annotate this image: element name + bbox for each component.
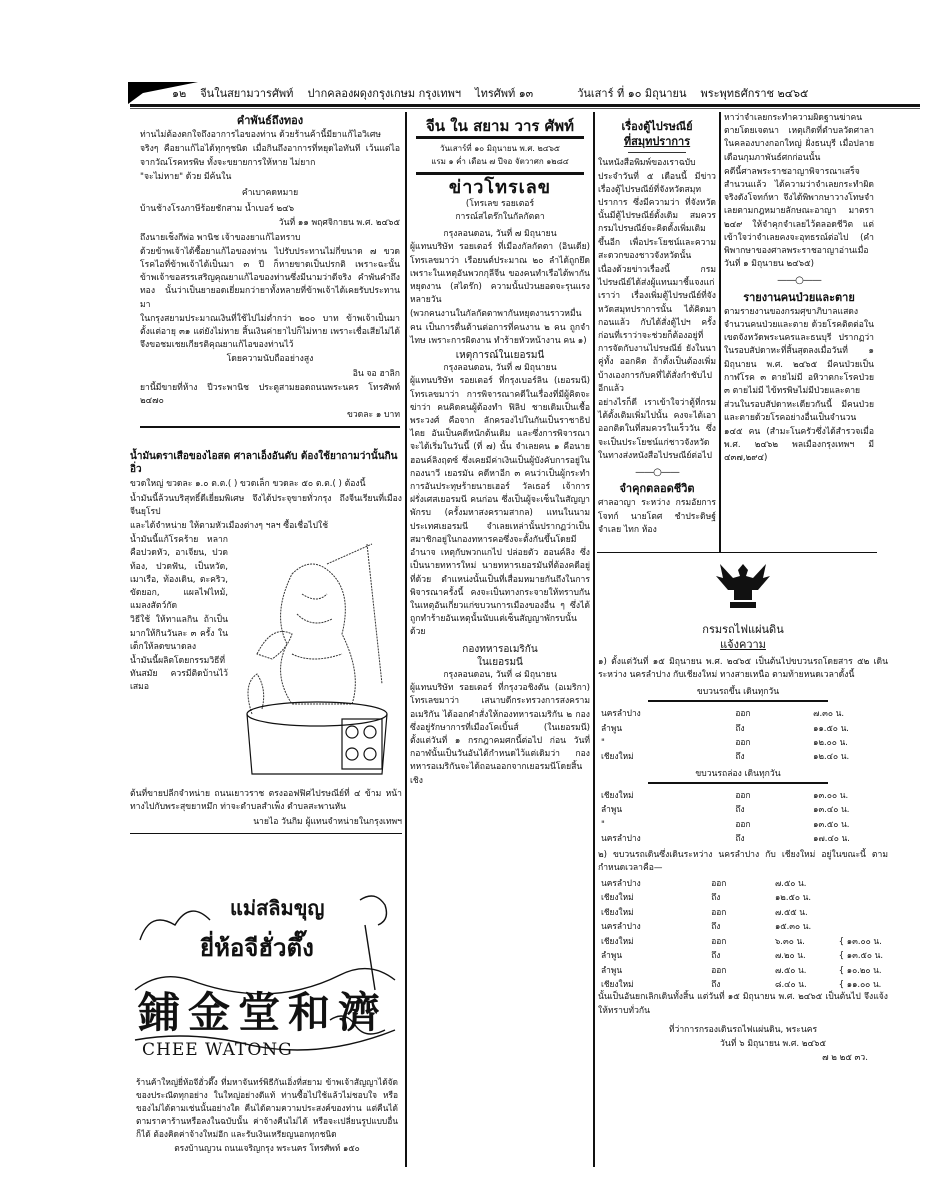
paragraph: เนื่องด้วยข่าวเรื่องนี้ กรมไปรษณีย์ได้ส่งผู้แทนมาชี้แจงแก่เราว่า เรื่องเพิ่มตู้ไปรษณีย์ที่จังหวัดสมุทปราการนั้น ได้คิดมากอนแล้ว กับได้สั่งตู้ไปฯ ครั้งก่อนที่เราว่าจะช่วยก็ต้องอยู่ที่การจัดกับงานไปรษณีย์ ยังในนาคู่ทั้ง ออกคิด ถ้าตั้งเป็นต้องเพิ่มบ้างเองการกับคที่ได้สั่งกำชับไปอีกแล้ว [598, 265, 716, 394]
timetable-row [598, 788, 888, 802]
telegram-news-heading: ข่าวโทรเลข [448, 176, 552, 198]
time-cell: ๑๓.๔๐ น. [813, 804, 850, 815]
price-line: ขวดใหญ่ ขวดละ ๑.๐ ต.ต.( ) ขวดเล็ก ขวดละ ๕๐ ต.ต.( ) ต้องนี้ [130, 479, 366, 490]
address-date: วันที่ ๑๑ พฤศจิกายน พ.ศ. ๒๔๖๕ [278, 218, 400, 229]
paragraph: ศาลอาญา ระหว่าง กรมอัยการโจทก์ นายโตศ ชำประดิษฐ์ จำเลย ไทก ห้อง [598, 498, 716, 535]
ad-body: ร้านค้าใหญ่ยี่ห้อจีฮั่วตึ๊ง ที่มหาจันทร์พิธีกันเอิ่งที่สยาม ข้าพเจ้าสัญญาได้จัดของประณีตทุกอย่าง ในใหญ่อย่างดีแท้ ท่านซื้อไปใช้แล้วไม่ชอบใจ หรือของไม่ได้ตามเช่นนั้นอย่างใด คืนได้ตามความประสงค์ของท่าน แต่คืนได้ตามราคาร้านหรือลงในฉบับนั้น ค่าจ้างคืนไม่ได้ หรือจะเปลี่ยนรูปแบบอื่นก็ได้ ต้องคิดค่าจ้างใหม่อีก และรับเงินเหรียญนอกทุกชนิด [136, 1077, 398, 1139]
station-cell: ลำพูน [601, 950, 623, 961]
station-cell: เชียงใหม่ [601, 790, 634, 801]
section-divider [597, 552, 877, 553]
timetable-row [598, 749, 888, 763]
column-2-telegram-news [410, 112, 590, 789]
station-cell: เชียงใหม่ [601, 751, 634, 762]
salutation: ถึงนายเช็งกีพ่อ พานิช เจ้าของยาแก้ไอทราบ [140, 232, 301, 243]
station-cell: นครลำปาง [601, 833, 641, 844]
story-subtitle: ที่สมุทปราการ [623, 135, 691, 149]
action-cell: ถึง [735, 804, 745, 815]
station-cell: เชียงใหม่ [601, 906, 634, 917]
note-cell: { ๑๓.๐๐ น. [838, 935, 882, 946]
timetable-row [598, 721, 888, 735]
dateline: กรุงลอนดอน, วันที่ ๗ มิถุนายน [443, 363, 557, 374]
station-cell: " [601, 737, 605, 748]
station-cell: ลำพูน [601, 964, 623, 975]
time-cell: ๘.๔๐ น. [774, 978, 807, 989]
action-cell: ถึง [735, 751, 745, 762]
office-date: วันที่ ๖ มิถุนายน พ.ศ. ๒๔๖๕ [720, 1038, 826, 1049]
note-cell: { ๑๓.๕๐ น. [838, 950, 883, 961]
note-cell [836, 905, 888, 919]
action-cell: ออก [711, 878, 727, 889]
paragraph: ท่านไม่ต้องตกใจถึงอาการไอของท่าน ด้วยร้านค้านี้มียาแก้ไอวิเศษ [140, 130, 381, 141]
paragraph: หาว่าจำเลยกระทำความผิดฐานฆ่าคนตายโดยเจตนา เหตุเกิดที่ตำบลวัดศาลา ในคลองบางกอกใหญ่ ฝั่งธนบุรี เมื่อปลายเดือนกุมภาพันธ์ศกก่อนนั้น [724, 113, 874, 163]
masthead-rule [130, 104, 920, 107]
issue-year: พระพุทธศักราช ๒๔๖๕ [700, 87, 809, 100]
section-divider [130, 833, 402, 834]
action-cell: ถึง [711, 892, 721, 903]
time-cell: ๗.๕๐ น. [774, 964, 807, 975]
note-cell: { ๑๑.๐๐ น. [838, 978, 882, 989]
ornament-divider: ——○—— [777, 275, 821, 287]
column-4-court-health [724, 112, 874, 466]
section-divider [140, 426, 400, 428]
time-cell: ๗.๕๕ น. [774, 906, 808, 917]
action-cell: ถึง [711, 950, 721, 961]
column-divider [405, 112, 407, 1167]
station-cell: เชียงใหม่ [601, 935, 634, 946]
station-cell: " [601, 818, 605, 829]
paragraph: ในหนังสือพิมพ์ของเราฉบับประจำวันที่ ๕ เดือนนี้ มีข่าวเรื่องตู้ไปรษณีย์ที่จังหวัดสมุทปราการ ซึ่งมีความว่า ที่จังหวัดนั้นมีตู้ไปรษณีย์ตั้งเดิม สมควรกรมไปรษณีย์จะคิดตั้งเพิ่มเติมขึ้นอีก เพื่อประโยชน์และความสะดวกของชาวจังหวัดนั้น [598, 158, 716, 261]
advert-heading: คำพันธ์ถึงทอง [236, 114, 304, 127]
station-cell: เชียงใหม่ [601, 892, 634, 903]
timetable-row [598, 890, 888, 904]
time-cell: ๖.๓๐ น. [774, 935, 805, 946]
time-cell: ๑๒.๔๐ น. [813, 751, 850, 762]
column-divider [593, 112, 595, 1167]
publisher: ปากคลองผดุงกรุงเกษม กรุงเทพฯ [307, 87, 462, 100]
station-cell: ลำพูน [601, 804, 623, 815]
column-3-local-news [598, 112, 716, 538]
paragraph: น้ำมันนี้ผลิตโดยกรรมวิธีที่ทันสมัย ควรมีติดบ้านไว้เสมอ [130, 656, 228, 693]
column-1-oil-advert [130, 448, 402, 838]
ad-address: ตรงบ้านญวน ถนนเจริญกรุง พระนคร โทรศัพท์ ๑๕๐ [174, 1143, 360, 1153]
action-cell: ถึง [735, 722, 745, 733]
signature-line: โดยความนับถืออย่างสูง [226, 354, 314, 365]
department-title: กรมรถไฟแผ่นดิน [702, 623, 784, 637]
timetable-down [598, 788, 888, 846]
time-cell: ๑๓.๐๐ น. [813, 790, 849, 801]
time-cell: ๑๓.๕๐ น. [813, 818, 850, 829]
timetable-row [598, 802, 888, 816]
chee-watong-advert [130, 880, 402, 1180]
column-1-advert-letter [140, 112, 400, 432]
masthead [150, 84, 920, 102]
paragraph: น้ำมันนี้ล้วนบริสุทธิ์ดีเยี่ยมพิเศษ จึงได้ประจุขายทั่วกรุง ถึงจีนเรียนที่เมืองจีนยุโรป [130, 493, 402, 517]
office-name: ที่ว่าการกรองเดินรถไฟแผ่นดิน, พระนคร [668, 1024, 818, 1035]
price-tag: ขวดละ ๑ บาท [346, 410, 400, 421]
timetable-row [598, 706, 888, 720]
action-cell: ออก [735, 818, 751, 829]
time-cell: ๗.๓๐ น. [813, 708, 845, 719]
station-cell: เชียงใหม่ [601, 978, 634, 989]
ad-thai-title: แม่สลิมขุญ [230, 896, 325, 920]
railway-notice [598, 556, 888, 1066]
action-cell: ออก [735, 737, 751, 748]
timetable-row [598, 831, 888, 845]
shop-line: ยานี้มีขายที่ห้าง ปีวระพานิช ประตูสามยอดถนนพระนคร โทรศัพท์ ๒๔๗๐ [140, 382, 400, 407]
tiger-illustration [232, 534, 402, 784]
date-line: วันเสาร์ที่ ๑๐ มิถุนายน พ.ศ. ๒๔๖๕ [440, 144, 560, 154]
time-cell: ๗.๒๐ น. [774, 950, 806, 961]
action-cell: ถึง [735, 833, 745, 844]
story-title: จำคุกตลอดชีวิต [619, 482, 695, 496]
story-title: เรื่องตู้ไปรษณีย์ [621, 120, 693, 133]
signature-name: อิน จอ ฮาลิก [352, 368, 400, 379]
advert-headline: น้ำมันตราเสือของไอสด ศาลาเอ็งอันดับ ต้องใช้ยาถามว่านั้นกินอิ่ว [130, 451, 398, 476]
paragraph: ส่วนในรอบสัปดาหะเดียวกันนี้ มีคนป่วยและตายด้วยโรคอย่างอื่นเป็นจำนวน ๑๔๕ คน (สำมะโนครัวซึ่งได้สำรวจเมื่อ พ.ศ. ๒๔๖๒ พลเมืองกรุงเทพฯ มี ๔๓๗,๒๙๔) [724, 400, 874, 464]
timetable-row [598, 934, 888, 948]
timetable-heading: ขบวนรถขึ้น เดินทุกวัน [648, 686, 828, 702]
action-cell: ออก [735, 790, 751, 801]
paragraph: ตามรายงานของกรมศุขาภิบาลแสดงจำนวนคนป่วยและตาย ด้วยโรคติดต่อในเขตจังหวัดพระนครและธนบุรี ปรากฏว่า ในรอบสัปดาหะที่สิ้นสุดลงเมื่อวันที่ ๑ มิถุนายน พ.ศ. ๒๔๖๕ มีคนป่วยเป็นกาฬโรค ๓ ตายไม่มี อหิวาตกะโรคป่วย ๓ ตายไม่มี ไข้ทรพิษไม่มีป่วยและตาย [724, 306, 874, 397]
issue-date: วันเสาร์ ที่ ๑๐ มิถุนายน [577, 87, 687, 100]
time-cell: ๑๕.๓๐ น. [774, 921, 812, 932]
notice-paragraph: ๒) ขบวนรถเดินซึ่งเดินระหว่าง นครลำปาง กับ เชียงใหม่ อยู่ในขณะนี้ ตามกำหนดเวลาคือ— [598, 849, 888, 873]
action-cell: ออก [711, 964, 727, 975]
note-cell [836, 919, 888, 933]
story-title: กองทหารอเมริกัน [462, 643, 538, 655]
rule [628, 152, 686, 153]
timetable-up [598, 706, 888, 764]
time-cell: ๑๒.๕๐ น. [774, 892, 811, 903]
paragraph: และได้จำหน่าย ให้ตามหัวเมืองต่างๆ ฯลฯ ซื้อเชื่อไปใช้ [130, 521, 329, 532]
column-divider [719, 112, 721, 552]
action-cell: ออก [735, 708, 751, 719]
ornament-divider: ——○—— [635, 467, 679, 479]
news-story: ผู้แทนบริษัท รอยเตอร์ ที่กรุงวอชิงตัน (อเมริกา) โทรเลขมาว่า เสนาบดีกระทรวงการสงครามอเมริกัน ได้ออกคำสั่งให้กองทหารอเมริกัน ๒ กองซึ่งอยู่รักษาการที่เมืองโคเบิ้นส์ (ในเยอรมนี) ตั้งแต่วันที่ ๑ กรกฎาคมศกนี้ต่อไป ก่อน วันที่กอาฬนั้นเป็นวันอันได้กำหนดไว้แต่เดิมว่า กองทหารอเมริกันจะได้ถอนออกจากเยอรมนีโดยสิ้นเชิง [410, 683, 590, 786]
dateline: กรุงลอนดอน, วันที่ ๘ มิถุนายน [443, 669, 557, 680]
paper-name: จีนในสยามวารศัพท์ [200, 87, 294, 100]
news-story: ผู้แทนบริษัท รอยเตอร์ ที่กรุงเบอร์ลิน (เยอรมนี) โทรเลขมาว่า การพิจารณาคดีในเรื่องที่มีผู้คิดจะฆ่าว่า คนคิดคนผู้ต้องทำ ฟิลิป ชายเดิมเป็นเชื้อพระวงศ์ คือจาก ลักครองไปในกันเป็นราชาธิปไตย อันเป็นคดีหนักต้นเดิม และซึ่งการพิจารณาจะได้เริ่มในวันนี้ (ที่ ๗) นั้น จำเลยคน ๑ คือนายฮอนค์ลิงฤตซ์ ซึ่งเคยมีค่าเงินเป็นผู้บังคับการอยู่ในกองนาวี เยอรมัน คดีหาอีก ๓ คนว่าเป็นผู้กระทำการอันประทุษร้ายนายเฮอร์ วัลเธอร์ เจ้าการฝรั่งเศสเยอรมนี คนก่อน ซึ่งเป็นผู้จะเซ็นในสัญญาพักรบ (ครั้งมหาสงครามสากล) แทนในนามประเทศเยอรมนี จำเลยเหล่านั้นปรากฏว่าเป็นสมาชิกอยู่ในกองทหารคอซึ่งจะตั้งกันขึ้นโดยมีอำนาจ เหตุกับพวกแกไป ปล่อยตัว ฮอนค์ลิง ซึ่งเป็นนายทหารใหม่ นายทหารเยอรมันที่ต้องคดีอยู่ที่ด้วย ตำแหน่งนั้นเป็นที่เสื่อมหมายกันถึงในการพิจารณาครั้งนี้ คงจะเป็นทางกระจายให้ทราบกันในเหตุอันเกี่ยวแก่ขบวนการเมืองของอื่น ๆ ซึ่งได้ถูกทำร้ายอันเหตุนั้นนับแต่เซ็นสัญญาพักรบนั้นด้วย [410, 376, 590, 638]
timetable-row [598, 948, 888, 962]
story-title: การณ์สไตร๊กในกัลกัตตา [455, 212, 545, 223]
action-cell: ถึง [711, 921, 721, 932]
story-subtitle: ในเยอรมนี [477, 656, 523, 668]
masthead-rule-thin [130, 108, 920, 109]
station-cell: ลำพูน [601, 722, 623, 733]
dateline: กรุงลอนดอน, วันที่ ๗ มิถุนายน [443, 229, 557, 240]
issue-number: ๑๒ [172, 87, 187, 100]
note-cell: { ๑๐.๒๐ น. [838, 964, 882, 975]
time-cell: ๗.๕๐ น. [774, 878, 807, 889]
timetable-current [598, 876, 888, 991]
title-rule [416, 136, 584, 139]
timetable-row [598, 817, 888, 831]
lunar-date-line: แรม ๑ ค่ำ เดือน ๗ ปีจอ จัตวาศก ๑๒๘๔ [431, 157, 569, 167]
time-cell: ๑๒.๐๐ น. [813, 737, 848, 748]
time-cell: ๑๗.๔๐ น. [813, 833, 850, 844]
station-cell: นครลำปาง [601, 878, 641, 889]
news-story: (พวกคนงานในกัลกัตตาพากันหยุดงานราวหมื่นคน เป็นการตื่นต้านต่อการที่คนงาน ๒ คน ถูกจำไทษ เพราะการผิดงาน ทำร้ายหัวหน้างาน คน ๑) [410, 309, 590, 346]
letter-subheading: คำเบาคดหมาย [241, 188, 299, 199]
uses-list: น้ำมันนี้แก้โรคร้าย หลาก คือปวดหัว, อาเจียน, ปวดท้อง, ปวดฟัน, เป็นหวัด, เมาเรือ, ท้องเดิน, ตะคริว, ขัดยอก, แผลไฟไหม้, แมลงสัตว์กัด [130, 535, 228, 612]
agent-line: นายไอ วันกิม ผู้แทนจำหน่ายในกรุงเทพฯ [253, 816, 402, 827]
source-line: (โทรเลข รอยเตอร์ [465, 198, 535, 209]
news-story: ผู้แทนบริษัท รอยเตอร์ ที่เมืองกัลกัตตา (อินเดีย) โทรเลขมาว่า เรือยนต์ประมาณ ๒๐ ลำได้ถูกยึดเพราะในเหตุอันพวกกุลีจีน ของคนทำเรือได้พากันหยุดงาน (สไตร๊ก) ความนั้นป่วนยอดจะรุนแรงหลายวัน [410, 242, 590, 306]
timetable-row [598, 876, 888, 890]
time-cell: ๑๑.๕๐ น. [813, 722, 849, 733]
timetable-row [598, 905, 888, 919]
action-cell: ออก [711, 935, 727, 946]
reference-code: ๗ ๒ ๒๕ ๓ว. [822, 1053, 868, 1064]
ad-roman-name: CHEE WATONG [142, 1040, 293, 1060]
address-line: บ้านช้างโรงภาษีร้อยชักสาม น้ำเบอร์ ๒๔๖ [140, 204, 295, 215]
notice-paragraph: ๑) ตั้งแต่วันที่ ๑๕ มิถุนายน พ.ศ. ๒๔๖๕ เป็นต้นไปขบวนรถโดยสาร ๕๒ เดิน ระหว่าง นครลำปาง กับเชียงใหม่ ทางสายเหนือ ตามท้ายหนดเวลาดั้งนี้ [598, 656, 888, 680]
sale-line: ต้นที่ขายปลีกจำหน่าย ถนนเยาวราช ตรงออฟฟิศไปรษณีย์ที่ ๔ ข้าม หน้าทางไปกับพระสุขยาหมึก ท่าจะตำบลสำเพ็ง ตำบลสะพานหัน [130, 789, 402, 813]
story-title: รายงานคนป่วยและตาย [743, 290, 855, 304]
station-cell: นครลำปาง [601, 921, 641, 932]
garuda-emblem-icon [598, 556, 888, 621]
notice-closing: นั้นเป็นอันยกเลิกเดินทั้งสิ้น แต่วันที่ ๑๕ มิถุนายน พ.ศ. ๒๔๖๕ เป็นต้นไป จึงแจ้งให้ทราบทั่วกัน [598, 992, 888, 1016]
paragraph: คดีนี้ศาลพระราชอาญาพิจารณาเสร็จสำนวนแล้ว ได้ความว่าจำเลยกระทำผิดจริงดังโจทก์หา จึงได้พิพากษาวางโทษจำเลยตามกฎหมายลักษณะอาญา มาตรา ๒๔๙ ให้จำคุกจำเลยไว้ตลอดชีวิต แต่เข้าใจว่าจำเลยคงจะอุทธรณ์ต่อไป (คำพิพากษาของศาลพระราชอาญาอ่านเมื่อวันที่ ๑ มิถุนายน ๒๔๖๕) [724, 166, 874, 270]
note-cell [836, 876, 888, 890]
telephone: ไทรศัพท์ ๑๓ [475, 87, 534, 100]
paper-title: จีน ใน สยาม วาร ศัพท์ [426, 117, 574, 135]
timetable-row [598, 977, 888, 991]
timetable-heading: ขบวนรถล่อง เดินทุกวัน [648, 768, 828, 784]
directions: วิธีใช้ ให้ทาแลกิน ถ้าเป็นมากให้กินวันละ ๓ ครั้ง ในเด็กให้ลดขนาดลง [130, 615, 228, 652]
paragraph: "จะไม่หาย" ด้วย มีค้นใน [140, 171, 232, 182]
action-cell: ออก [711, 906, 727, 917]
note-cell [836, 890, 888, 904]
paragraph: ด้วยข้าพเจ้าได้ซื้อยาแก้ไอของท่าน ไปรับประทานไม่กี่ขนาด ๗ ขวด โรคไอที่ข้าพเจ้าได้เป็นมา ๓ ปี ก็หายขาดเป็นปรกติ เพราะฉะนั้นข้าพเจ้าขอสรรเสริญคุณยาแก้ไอของท่านซึ่งมีนามว่าดีจริง คำพันคำถึงทอง นั้นว่าเป็นยายอดเยี่ยมกว่ายาทั้งหลายที่ข้าพเจ้าได้เคยรับประทานมา [140, 246, 400, 310]
paragraph: ในกรุงสยามประมาณเงินที่ใช้ไปไม่ต่ำกว่า ๒๐๐ บาท ข้าพเจ้าเป็นมาตั้งแต่อายุ ๓๑ แต่ยังไม่หาย สิ้นเงินค่ายาไปก็ไม่หาย เพราะเชื่อเสียไม่ได้ จึงขอชมเชยเกียรติคุณยาแก้ไอของท่านไว้ [140, 313, 400, 351]
timetable-row [598, 963, 888, 977]
paragraph: จริงๆ คือยาแก้ไอได้ทุกๆชนิด เมื่อกินถึงอาการที่หยุดไอทันที เว้นแต่ไอจากวัณโรคทรพิษ ทั้งจะขยายการให้หาย ไม่ยาก [140, 144, 400, 168]
notice-heading: แจ้งความ [720, 638, 766, 652]
ad-thai-brand: ยี่ห้อจีฮั่วตึ๊ง [200, 934, 314, 962]
title-rule [416, 172, 584, 175]
timetable-row [598, 735, 888, 749]
station-cell: นครลำปาง [601, 708, 641, 719]
timetable-row [598, 919, 888, 933]
action-cell: ถึง [711, 978, 721, 989]
paragraph: อย่างไรก็ดี เราเข้าใจว่าตู้ที่กรมได้ตั้งเติมเพิ่มไปนั้น คงจะได้เอาออกติดในที่สมควรในเร็ววัน ซึ่งจะเป็นประโยชน์แก่ชาวจังหวัดในทางส่งหนังสือไปรษณีย์ต่อไป [598, 398, 716, 461]
story-title: เหตุการณ์ในเยอรมนี [455, 350, 545, 362]
ad-chinese-name: 鋪金堂和濟 [138, 988, 389, 1037]
